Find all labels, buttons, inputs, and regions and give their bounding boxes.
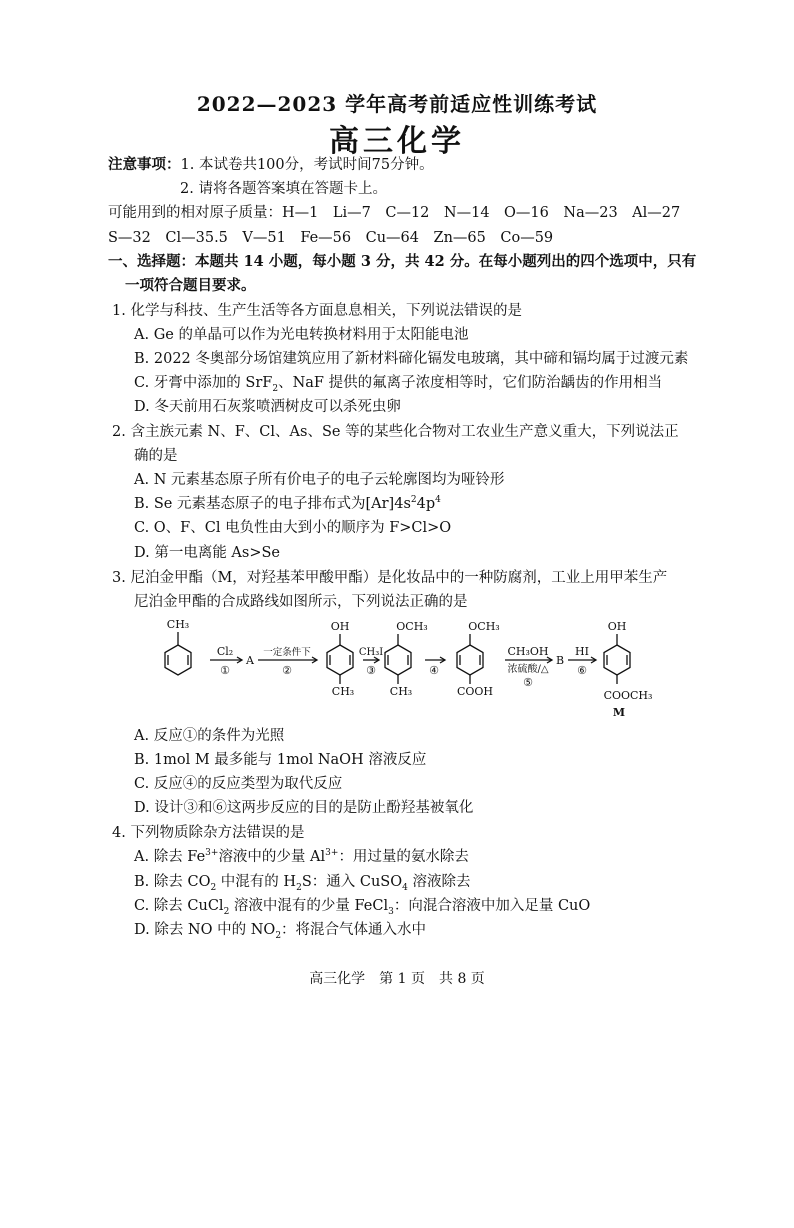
anisole-ch3-label: CH₃ [389,685,413,698]
q3-option-b: B. 1mol M 最多能与 1mol NaOH 溶液反应 [134,752,427,768]
q4-option-b: B. 除去 $CO_2$ 中混有的 $H_2S$：通入 CuSO$_4$ 溶液除去 [134,874,471,893]
cl2-reagent: Cl₂ [216,645,234,658]
q3-stem: 3. 尼泊金甲酯（M，对羟基苯甲酸甲酯）是化妆品中的一种防腐剂，工业上用甲苯生产 [112,570,668,586]
ch3oh-reagent: CH₃OH [507,645,549,658]
q1-option-d: D. 冬天前用石灰浆喷洒树皮可以杀死虫卵 [134,399,401,415]
q4-option-d: D. 除去 NO 中的 $NO_2$：将混合气体通入水中 [134,922,427,941]
step2-label: ② [282,664,292,677]
cresol-ch3-label: CH₃ [331,685,355,698]
step4-label: ④ [429,664,439,677]
product-m-label: M [612,706,626,719]
section1-heading-cont: 一项符合题目要求。 [125,277,256,294]
q4-option-c: C. 除去 CuCl$_2$ 溶液中混有的少量 FeCl$_3$：向混合溶液中加入足量 CuO [134,898,591,917]
q1-option-a: A. Ge 的单晶可以作为光电转换材料用于太阳能电池 [134,327,469,343]
q1-stem: 1. 化学与科技、生产生活等各方面息息相关，下列说法错误的是 [112,303,522,319]
notes-item-2: 2. 请将各题答案填在答题卡上。 [180,181,387,197]
anisole-och3-label: OCH₃ [396,620,428,633]
q2-stem: 2. 含主族元素 N、F、Cl、As、Se 等的某些化合物对工农业生产意义重大，下列说法正 [112,424,679,440]
atomic-masses-line-2: S—32 Cl—35.5 V—51 Fe—56 Cu—64 Zn—65 Co—59 [108,230,554,246]
q3-option-a: A. 反应①的条件为光照 [134,728,285,744]
notes-item-1: 1. 本试卷共100分，考试时间75分钟。 [180,157,434,173]
intermediate-b: B [555,654,565,667]
toluene-ch3-label: CH₃ [166,618,190,631]
q2-option-d: D. 第一电离能 As>Se [134,545,281,561]
step1-label: ① [220,664,230,677]
q2-option-a: A. N 元素基态原子所有价电子的电子云轮廓图均为哑铃形 [134,472,505,488]
q1-option-b: B. 2022 冬奥部分场馆建筑应用了新材料碲化镉发电玻璃，其中碲和镉均属于过渡元素 [134,351,689,367]
q2-option-c: C. O、F、Cl 电负性由大到小的顺序为 F>Cl>O [134,520,452,536]
acid-cooh-label: COOH [456,685,494,698]
q3-option-d: D. 设计③和⑥这两步反应的目的是防止酚羟基被氧化 [134,800,474,816]
m-cooch3-label: COOCH₃ [603,689,653,702]
step2-condition: 一定条件下 [263,647,311,658]
step3-label: ③ [366,664,376,677]
hi-reagent: HI [575,645,589,658]
section1-heading: 一、选择题：本题共 14 小题，每小题 3 分，共 42 分。在每小题列出的四个选项中，只有 [108,253,697,270]
page-footer: 高三化学 第 1 页 共 8 页 [309,971,485,987]
step6-label: ⑥ [577,664,587,677]
m-oh-label: OH [607,620,627,633]
step5-label: ⑤ [523,676,533,689]
cresol-oh-label: OH [330,620,350,633]
q2-option-b: B. Se 元素基态原子的电子排布式为$[Ar]4s^24p^4$ [134,495,441,512]
q3-stem-cont: 尼泊金甲酯的合成路线如图所示，下列说法正确的是 [134,594,468,610]
q4-stem: 4. 下列物质除杂方法错误的是 [112,825,305,841]
exam-title: 2022—2023 学年高考前适应性训练考试 [196,92,598,116]
q2-stem-cont: 确的是 [134,448,178,464]
acid-och3-label: OCH₃ [468,620,500,633]
synthesis-route-diagram [150,612,670,724]
notes-label: 注意事项： [108,156,181,173]
ch3i-reagent: CH₃I [358,647,384,658]
atomic-masses-line-1: 可能用到的相对原子质量：H—1 Li—7 C—12 N—14 O—16 Na—23 Al—27 [108,205,681,221]
intermediate-a: A [246,654,254,667]
notes-line-1 [108,155,434,175]
step5-condition: 浓硫酸/△ [507,664,549,675]
q1-option-c: C. 牙膏中添加的 SrF$_2$、NaF 提供的氟离子浓度相等时，它们防治龋齿的作用相当 [134,375,663,394]
subject-title: 高三化学 [329,124,465,159]
q4-option-a: A. 除去 $Fe^{3+}$溶液中的少量 $Al^{3+}$：用过量的氨水除去 [134,848,469,865]
q3-option-c: C. 反应④的反应类型为取代反应 [134,776,343,792]
